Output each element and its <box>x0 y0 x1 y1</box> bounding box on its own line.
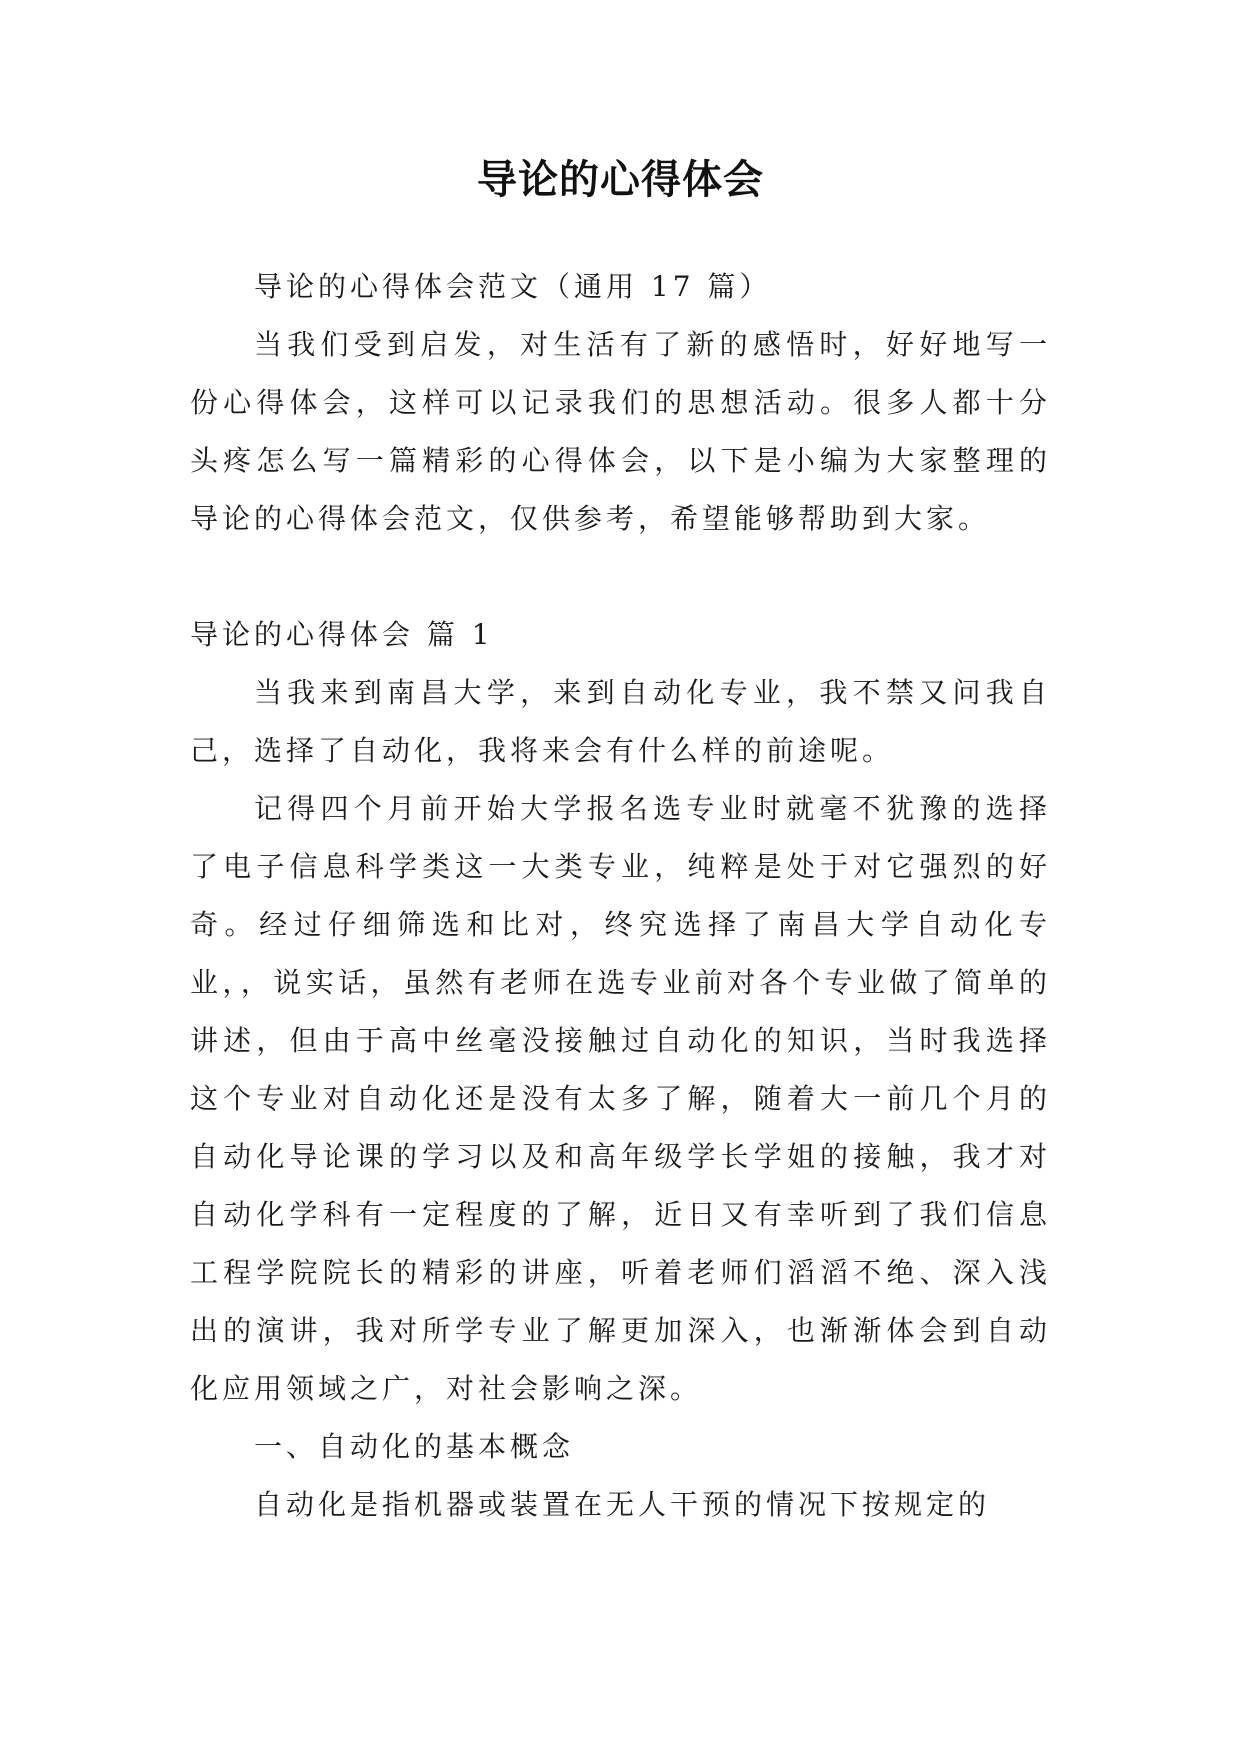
section-paragraph-3: 自动化是指机器或装置在无人干预的情况下按规定的 <box>254 1488 991 1521</box>
section-heading: 导论的心得体会 篇 1 <box>190 618 494 651</box>
document-body <box>190 258 1051 1534</box>
document-title: 导论的心得体会 <box>477 157 764 203</box>
intro-paragraph: 当我们受到启发，对生活有了新的感悟时，好好地写一份心得体会，这样可以记录我们的思想活动。很多人都十分头疼怎么写一篇精彩的心得体会，以下是小编为大家整理的导论的心得体会范文，仅供参考，希望能够帮助到大家。 <box>190 328 1051 535</box>
document-subtitle: 导论的心得体会范文（通用 17 篇） <box>254 270 772 303</box>
section-paragraph-1: 当我来到南昌大学，来到自动化专业，我不禁又问我自己，选择了自动化，我将来会有什么样的前途呢。 <box>190 676 1051 767</box>
subsection-heading: 一、自动化的基本概念 <box>254 1430 575 1463</box>
section-paragraph-2: 记得四个月前开始大学报名选专业时就毫不犹豫的选择了电子信息科学类这一大类专业，纯粹是处于对它强烈的好奇。经过仔细筛选和比对，终究选择了南昌大学自动化专业，，说实话，虽然有老师在选专业前对各个专业做了简单的讲述，但由于高中丝毫没接触过自动化的知识，当时我选择这个专业对自动化还是没有太多了解，随着大一前几个月的自动化导论课的学习以及和高年级学长学姐的接触，我才对自动化学科有一定程度的了解，近日又有幸听到了我们信息工程学院院长的精彩的讲座，听着老师们滔滔不绝、深入浅出的演讲，我对所学专业了解更加深入，也渐渐体会到自动化应用领域之广，对社会影响之深。 <box>190 792 1051 1405</box>
